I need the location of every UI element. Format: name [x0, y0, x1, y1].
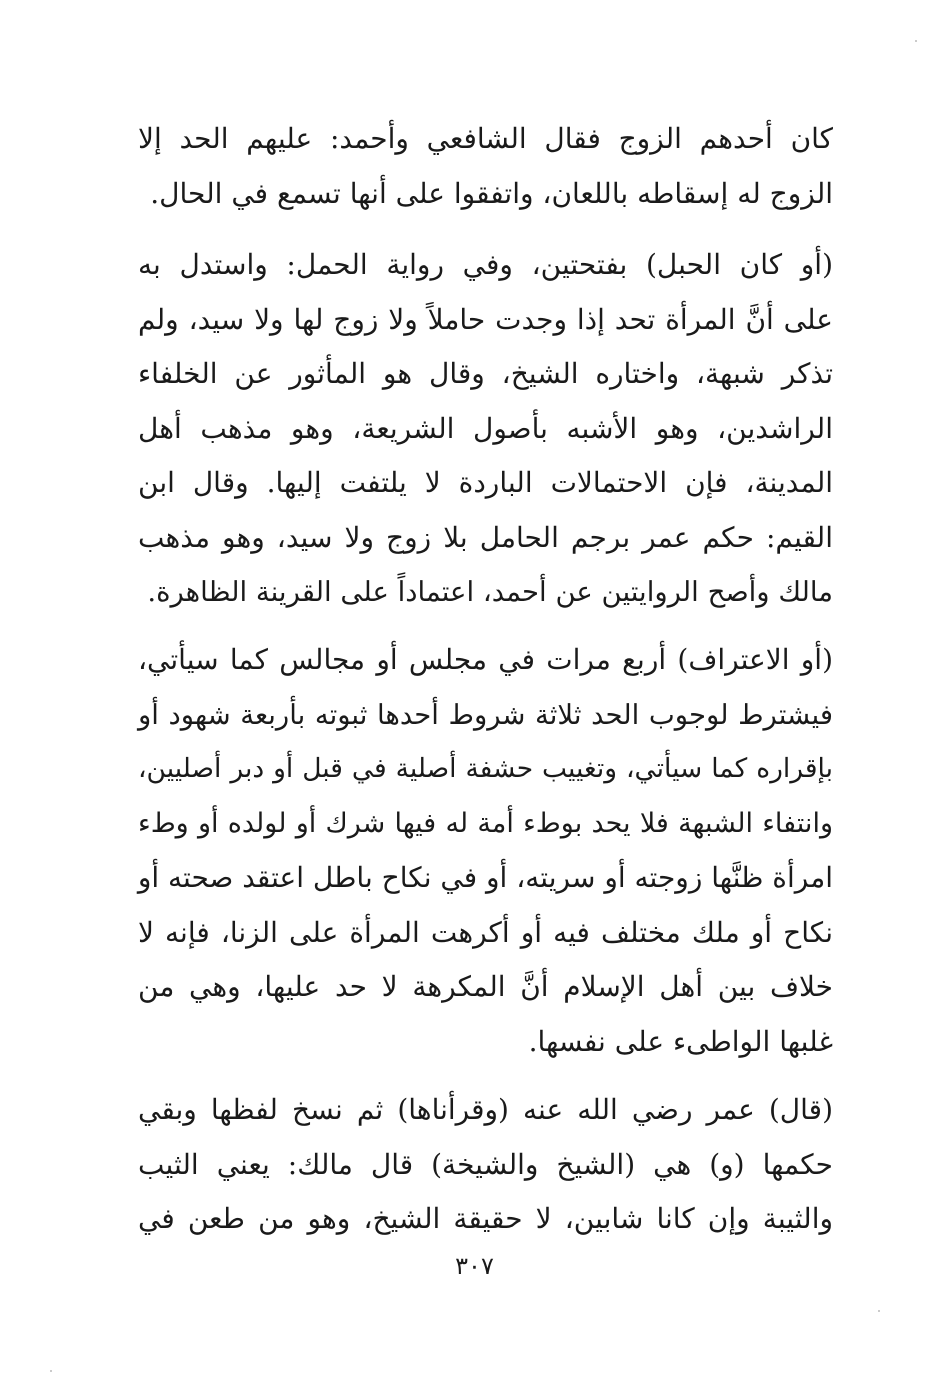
page-number: ٣٠٧: [455, 1252, 494, 1280]
text-line: غلبها الواطىء على نفسها.: [528, 1024, 833, 1058]
paragraph-1: [138, 112, 833, 221]
text-line: فيشترط لوجوب الحد ثلاثة شروط أحدها ثبوته بأربعة شهود أو: [138, 698, 833, 731]
text-line: المدينة، فإن الاحتمالات الباردة لا يلتفت إليها. وقال ابن: [138, 466, 833, 499]
text-line: بإقراره كما سيأتي، وتغييب حشفة أصلية في قبل أو دبر أصليين،: [138, 753, 833, 784]
text-line: والثيبة وإن كانا شابين، لا حقيقة الشيخ، وهو من طعن في: [138, 1202, 833, 1235]
scan-speck: [878, 1310, 880, 1312]
text-line: خلاف بين أهل الإسلام أنَّ المكرهة لا حد عليها، وهي من: [138, 970, 833, 1003]
text-line: مالك وأصح الروايتين عن أحمد، اعتماداً على القرينة الظاهرة.: [147, 576, 833, 608]
scan-speck: [50, 1370, 52, 1372]
text-line: على أنَّ المرأة تحد إذا وجدت حاملاً ولا زوج لها ولا سيد، ولم: [138, 302, 833, 336]
text-line: كان أحدهم الزوج فقال الشافعي وأحمد: عليهم الحد إلا: [138, 122, 833, 155]
text-line: (أو الاعتراف) أربع مرات في مجلس أو مجالس كما سيأتي،: [138, 643, 833, 676]
text-line: تذكر شبهة، واختاره الشيخ، وقال هو المأثور عن الخلفاء: [138, 357, 833, 390]
text-line: حكمها (و) هي (الشيخ والشيخة) قال مالك: يعني الثيب: [138, 1147, 833, 1181]
text-line: (قال) عمر رضي الله عنه (وقرأناها) ثم نسخ لفظها وبقي: [138, 1093, 833, 1126]
text-line: وانتفاء الشبهة فلا يحد بوطء أمة له فيها شرك أو لولده أو وطء: [138, 807, 833, 839]
text-line: الزوج له إسقاطه باللعان، واتفقوا على أنها تسمع في الحال.: [150, 176, 833, 210]
text-line: نكاح أو ملك مختلف فيه أو أكرهت المرأة على الزنا، فإنه لا: [138, 915, 833, 949]
scan-speck: [915, 40, 917, 42]
text-line: (أو كان الحبل) بفتحتين، وفي رواية الحمل: واستدل به: [138, 248, 833, 281]
paragraph-3: [138, 633, 833, 1069]
text-line: القيم: حكم عمر برجم الحامل بلا زوج ولا سيد، وهو مذهب: [138, 520, 833, 554]
text-line: امرأة ظنَّها زوجته أو سريته، أو في نكاح باطل اعتقد صحته أو: [137, 861, 833, 894]
paragraph-2: [138, 238, 833, 620]
text-line: الراشدين، وهو الأشبه بأصول الشريعة، وهو مذهب أهل: [138, 411, 833, 445]
paragraph-4: [138, 1083, 833, 1247]
